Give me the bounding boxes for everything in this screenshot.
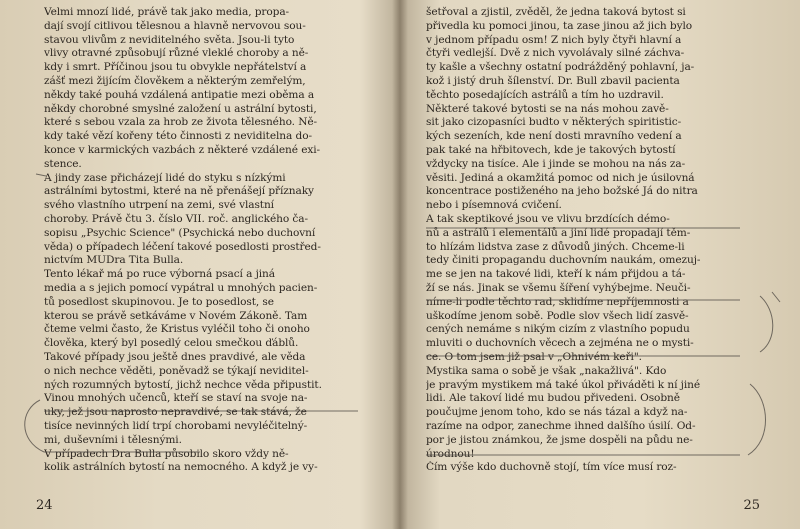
left-page-line: kdy také vězí kořeny této činnosti z neviditelna do- [44,130,312,143]
left-page-line: A jindy zase přicházejí lidé do styku s nízkými [44,171,286,184]
right-page-line: čtyři vedlejší. Dvě z nich vyvolávaly silné záchva- [426,47,685,60]
right-page-line: cených nemáme s nikým cizím z vlastního popudu [426,323,690,336]
right-page-line: razíme na odpor, zanechme ihned dalšího úsilí. Od- [426,419,696,432]
right-page-line: lidi. Ale takoví lidé mu budou přivedeni. Osobně [426,392,680,405]
right-page-line: sit jako cizopasníci budto v některých spiritistic- [426,116,682,129]
right-page-line: vždycky na tisíce. Ale i jinde se mohou na nás za- [426,157,686,170]
left-page-line: uky, jež jsou naprosto nepravdivé, se tak stává, že [44,406,307,419]
left-page-line: vlivy otravné způsobují různé vleklé choroby a ně- [44,47,309,60]
left-page-line: kterou se právě setkáváme v Novém Zákoně. Tam [44,309,308,322]
right-page-line: A tak skeptikové jsou ve vlivu brzdících démo- [426,212,670,225]
right-page-line: Mystika sama o sobě je však „nakažlivá". Kdo [426,364,667,377]
left-page-line: astrálními bytostmi, které na ně přenášejí příznaky [44,185,314,198]
left-page-line: konce v karmických vazbách z některé vzdálené exi- [44,143,321,156]
right-page-line: mluviti o duchovních věcech a zejména ne o mysti- [426,337,694,350]
right-page-line: tedy činiti propagandu duchovním naukám, omezuj- [426,254,701,267]
right-page-line: Některé takové bytosti se na nás mohou zavě- [426,102,669,115]
left-page-line: nictvím MUDra Tita Bulla. [44,254,184,267]
right-page-line: kých sezeních, kde není dosti mravního vedení a [426,130,682,143]
left-page-line: někdy také pouhá vzdálená antipatie mezi oběma a [44,88,315,101]
right-page-line: těchto posedajících astrálů a tím ho uzdravil. [426,88,664,101]
left-page-line: kdy i smrt. Příčinou jsou tu obvykle nepřátelství a [44,61,307,74]
left-page-line: tisíce nevinných lidí trpí chorobami nevyléčitelný- [44,419,308,432]
right-page-line: v jednom případu osm! Z nich byly čtyři hlavní a [426,33,682,46]
left-page-line: kolik astrálních bytostí na nemocného. A když je vy- [44,461,318,474]
right-page-line: nů a astrálů i elementálů a jiní lidé propadají těm- [426,226,691,239]
right-page-line: ce. O tom jsem již psal v „Ohnivém keři". [426,350,642,363]
left-page-line: Takové případy jsou ještě dnes pravdivé, ale věda [44,350,306,363]
left-page-line: Velmi mnozí lidé, právě tak jako media, propa- [44,6,290,18]
left-page-line: ných rozumných bytostí, jichž nechce věda připustit. [44,378,322,391]
left-page-text [44,6,362,475]
left-page-line: V případech Dra Bulla působilo skoro vždy ně- [44,447,289,460]
left-page-line: člověka, který byl posedlý celou smečkou ďáblů. [44,337,299,350]
right-page-line: úrodnou! [426,447,475,460]
page-number-left: 24 [36,498,53,513]
right-page-line: níme-li podle těchto rad, sklidíme nepříjemnosti a [426,295,689,308]
left-page-line: svého vlastního utrpení na zemi, své vlastní [44,199,274,212]
left-page-line: zášť mezi žijícím člověkem a některým zemřelým, [44,74,306,87]
left-page-line: které s sebou vzala za hrob ze života tělesného. Ně- [44,116,318,129]
left-page-line: media a s jejich pomocí vypátral u mnohých pacien- [44,281,318,294]
left-page-line: o nich nechce věděti, poněvadž se týkají neviditel- [44,364,309,377]
left-page-line: mi, duševními i tělesnými. [44,433,182,446]
right-page-line: ží se nás. Jinak se všemu šíření vyhýbejme. Neuči- [426,281,691,294]
right-page-line: me se jen na takové lidi, kteří k nám přijdou a tá- [426,268,686,281]
right-page-line: to hlízám lidstva zase z důvodů jiných. Chceme-li [426,240,685,253]
left-page-line: věda) o případech léčení takové posedlosti prostřed- [44,240,321,253]
right-page-line: por je jistou známkou, že jsme dospěli na půdu ne- [426,433,693,446]
left-page-line: choroby. Právě čtu 3. číslo VII. roč. anglického ča- [44,212,308,225]
right-page-line: Čím výše kdo duchovně stojí, tím více musí roz- [426,461,677,474]
left-page-line: Tento lékař má po ruce výborná psací a jiná [44,268,275,281]
right-page-line: přivedla ku pomoci jinou, ta zase jinou až jich bylo [426,19,693,32]
left-page-line: dají svojí citlivou tělesnou a hlavně nervovou sou- [44,19,306,32]
right-page-line: ty kašle a všechny ostatní podrážděný pohlavní, ja- [426,61,695,74]
right-page-line: uškodíme jenom sobě. Podle slov všech lidí zasvě- [426,309,689,322]
right-page-text [426,6,756,475]
right-page-line: věsiti. Jediná a okamžitá pomoc od nich je úsilovná [426,171,695,184]
left-page-line: stavou vlivům z neviditelného světa. Jsou-li tyto [44,33,295,46]
right-page-line: pak také na hřbitovech, kde je takových bytostí [426,143,676,156]
left-page-line: tů posedlost skupinovou. Je to posedlost, se [44,295,274,308]
page-number-right: 25 [743,498,760,513]
left-page-line: stence. [44,157,82,170]
left-page-line: čteme velmi často, že Kristus vyléčil toho či onoho [44,323,310,336]
left-page-line: někdy chorobné smyslné založení u astrální bytosti, [44,102,317,115]
right-page-line: kož i jistý druh šílenství. Dr. Bull zbavil pacienta [426,74,680,87]
right-page-line: koncentrace postiženého na jeho božské Já do nitra [426,185,698,198]
right-page-line: poučujme jenom toho, kdo se nás tázal a když na- [426,406,688,419]
right-page [400,0,800,529]
right-page-line: šetřoval a zjistil, zvěděl, že jedna taková bytost si [426,6,686,18]
left-page-line: sopisu „Psychic Science" (Psychická nebo duchovní [44,226,316,239]
right-page-line: nebo i písemnová cvičení. [426,199,562,212]
left-page-line: Vinou mnohých učenců, kteří se staví na svoje na- [44,392,308,405]
right-page-line: je pravým mystikem má také úkol přiváděti k ní jiné [426,378,701,391]
